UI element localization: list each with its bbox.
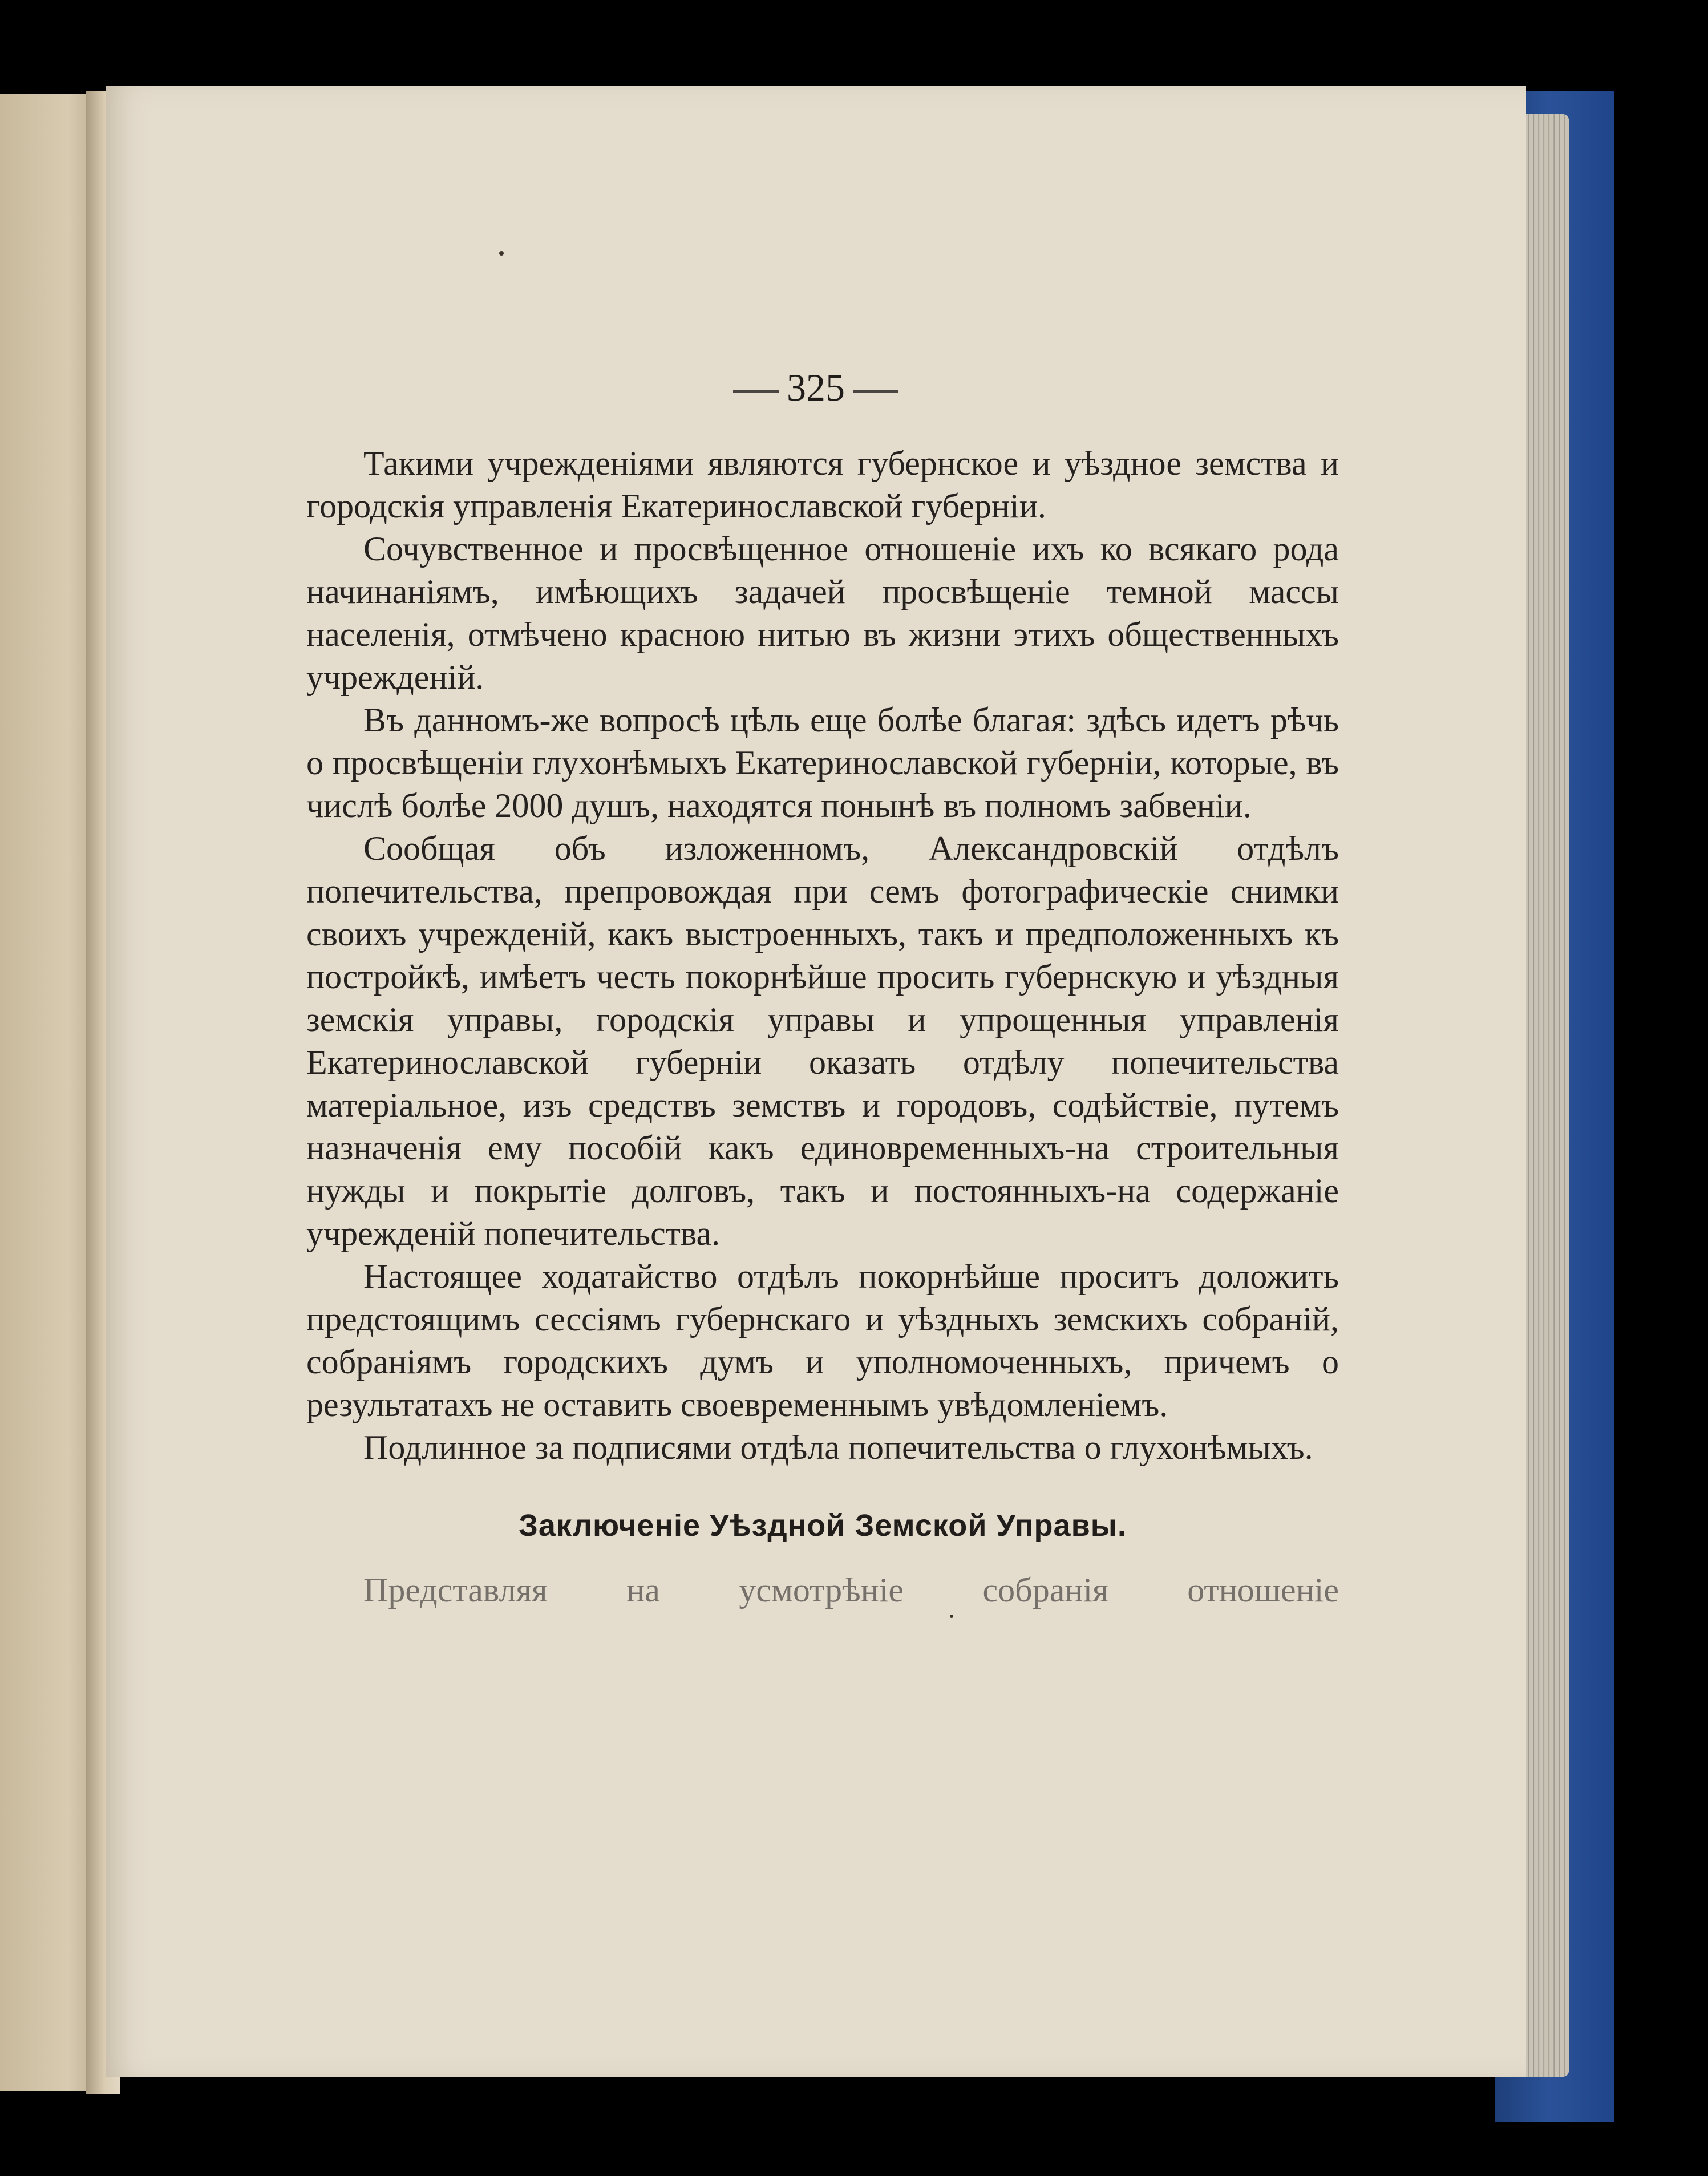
- left-page-edge: [0, 94, 97, 2091]
- paragraph-5: Настоящее ходатайство отдѣлъ покорнѣйше проситъ доложить предстоящимъ сессіямъ губернскаго и уѣздныхъ земскихъ собраній, собраніямъ городскихъ думъ и уполномоченныхъ, причемъ о результатахъ не оставить своевременнымъ увѣдомленіемъ.: [306, 1257, 1339, 1423]
- paper-speck: [499, 251, 504, 256]
- final-line: Представляя на усмотрѣніе собранія отношеніе: [363, 1571, 1339, 1609]
- page-body: [306, 442, 1339, 1612]
- paragraph-2: Сочувственное и просвѣщенное отношеніе ихъ ко всякаго рода начинаніямъ, имѣющихъ задачей просвѣщеніе темной массы населенія, отмѣчено красною нитью въ жизни этихъ общественныхъ учрежденій.: [306, 530, 1339, 696]
- page-number-text: 325: [787, 366, 845, 409]
- section-heading: Заключеніе Уѣздной Земской Управы.: [519, 1508, 1127, 1543]
- dash-right: [853, 390, 898, 393]
- paragraph-3: Въ данномъ-же вопросѣ цѣль еще болѣе благая: здѣсь идетъ рѣчь о просвѣщеніи глухонѣмыхъ Екатеринославской губерніи, которые, въ числѣ болѣе 2000 душъ, находятся понынѣ въ полномъ забвеніи.: [306, 701, 1339, 824]
- paragraph-1: Такими учрежденіями являются губернское и уѣздное земства и городскія управленія Екатеринославской губерніи.: [306, 444, 1339, 525]
- paragraph-6: Подлинное за подписями отдѣла попечительства о глухонѣмыхъ.: [363, 1429, 1313, 1466]
- book-page: [106, 86, 1526, 2077]
- paper-speck: [950, 1615, 953, 1618]
- page-number: [106, 365, 1526, 410]
- dash-left: [733, 390, 779, 393]
- paragraph-4: Сообщая объ изложенномъ, Александровскій отдѣлъ попечительства, препровождая при семъ фотографическіе снимки своихъ учрежденій, какъ выстроенныхъ, такъ и предположенныхъ къ постройкѣ, имѣетъ честь покорнѣйше просить губернскую и уѣздныя земскія управы, городскія управы и упрощенныя управленія Екатеринославской губерніи оказать отдѣлу попечительства матеріальное, изъ средствъ земствъ и городовъ, содѣйствіе, путемъ назначенія ему пособій какъ единовременныхъ-на строительныя нужды и покрытіе долговъ, такъ и постоянныхъ-на содержаніе учрежденій попечительства.: [306, 830, 1339, 1252]
